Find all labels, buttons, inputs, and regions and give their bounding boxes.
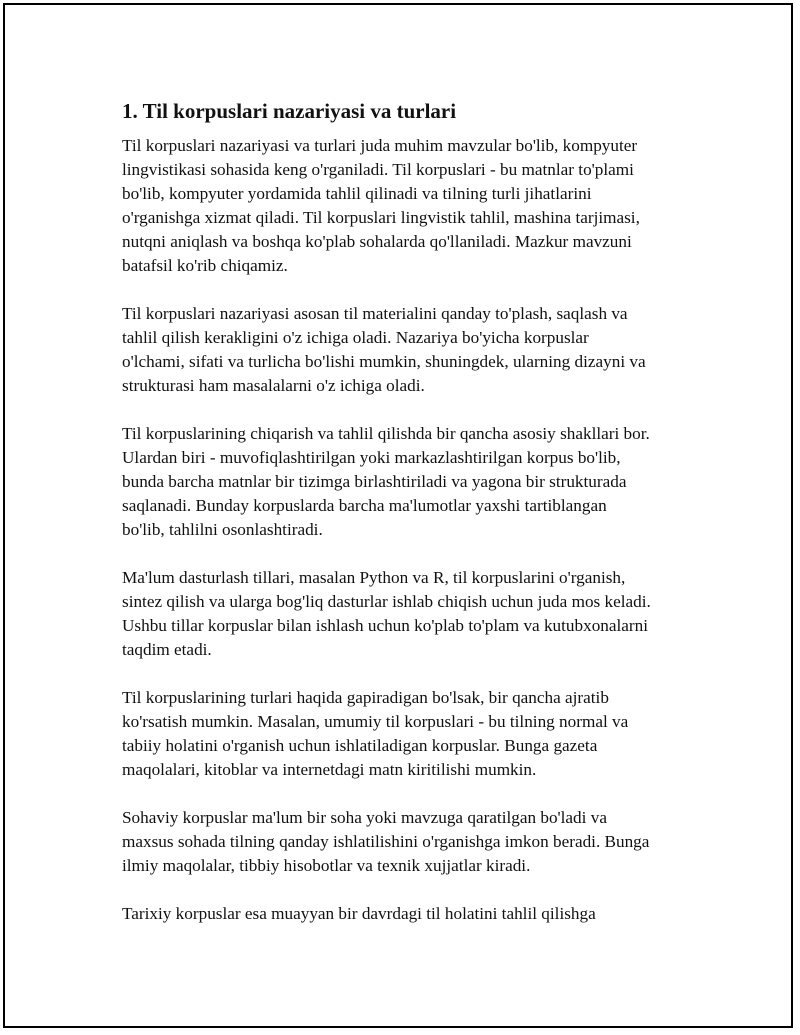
text-line: o'lchami, sifati va turlicha bo'lishi mumkin, shuningdek, ularning dizayni va — [122, 352, 646, 371]
paragraph — [122, 134, 697, 278]
paragraph — [122, 806, 697, 878]
document-body — [122, 97, 697, 950]
text-line: ko'rsatish mumkin. Masalan, umumiy til korpuslari - bu tilning normal va — [122, 712, 629, 731]
paragraph — [122, 302, 697, 398]
text-line: Ulardan biri - muvofiqlashtirilgan yoki markazlashtirilgan korpus bo'lib, — [122, 448, 621, 467]
paragraph — [122, 422, 697, 542]
text-line: Sohaviy korpuslar ma'lum bir soha yoki mavzuga qaratilgan bo'ladi va — [122, 808, 607, 827]
text-line: bo'lib, tahlilni osonlashtiradi. — [122, 520, 323, 539]
text-line: bunda barcha matnlar bir tizimga birlashtiriladi va yagona bir strukturada — [122, 472, 627, 491]
text-line: o'rganishga xizmat qiladi. Til korpuslari lingvistik tahlil, mashina tarjimasi, — [122, 208, 640, 227]
text-line: Ma'lum dasturlash tillari, masalan Python va R, til korpuslarini o'rganish, — [122, 568, 626, 587]
text-line: Til korpuslarining turlari haqida gapiradigan bo'lsak, bir qancha ajratib — [122, 688, 609, 707]
text-line: saqlanadi. Bunday korpuslarda barcha ma'lumotlar yaxshi tartiblangan — [122, 496, 607, 515]
text-line: tabiiy holatini o'rganish uchun ishlatiladigan korpuslar. Bunga gazeta — [122, 736, 598, 755]
text-line: ilmiy maqolalar, tibbiy hisobotlar va texnik xujjatlar kiradi. — [122, 856, 531, 875]
text-line: nutqni aniqlash va boshqa ko'plab sohalarda qo'llaniladi. Mazkur mavzuni — [122, 232, 632, 251]
section-heading: 1. Til korpuslari nazariyasi va turlari — [122, 99, 457, 123]
text-line: batafsil ko'rib chiqamiz. — [122, 256, 288, 275]
text-line: Tarixiy korpuslar esa muayyan bir davrdagi til holatini tahlil qilishga — [122, 904, 596, 923]
paragraph — [122, 566, 697, 662]
text-line: tahlil qilish kerakligini o'z ichiga oladi. Nazariya bo'yicha korpuslar — [122, 328, 589, 347]
text-line: taqdim etadi. — [122, 640, 212, 659]
text-line: maqolalari, kitoblar va internetdagi matn kiritilishi mumkin. — [122, 760, 537, 779]
paragraph — [122, 902, 697, 926]
text-line: strukturasi ham masalalarni o'z ichiga oladi. — [122, 376, 425, 395]
paragraph — [122, 686, 697, 782]
text-line: bo'lib, kompyuter yordamida tahlil qilinadi va tilning turli jihatlarini — [122, 184, 592, 203]
text-line: sintez qilish va ularga bog'liq dasturlar ishlab chiqish uchun juda mos keladi. — [122, 592, 651, 611]
text-line: maxsus sohada tilning qanday ishlatilishini o'rganishga imkon beradi. Bunga — [122, 832, 650, 851]
text-line: Til korpuslari nazariyasi va turlari juda muhim mavzular bo'lib, kompyuter — [122, 136, 638, 155]
page-frame — [3, 3, 793, 1028]
text-line: Til korpuslari nazariyasi asosan til materialini qanday to'plash, saqlash va — [122, 304, 628, 323]
text-line: Til korpuslarining chiqarish va tahlil qilishda bir qancha asosiy shakllari bor. — [122, 424, 650, 443]
text-line: Ushbu tillar korpuslar bilan ishlash uchun ko'plab to'plam va kutubxonalarni — [122, 616, 649, 635]
text-line: lingvistikasi sohasida keng o'rganiladi. Til korpuslari - bu matnlar to'plami — [122, 160, 634, 179]
